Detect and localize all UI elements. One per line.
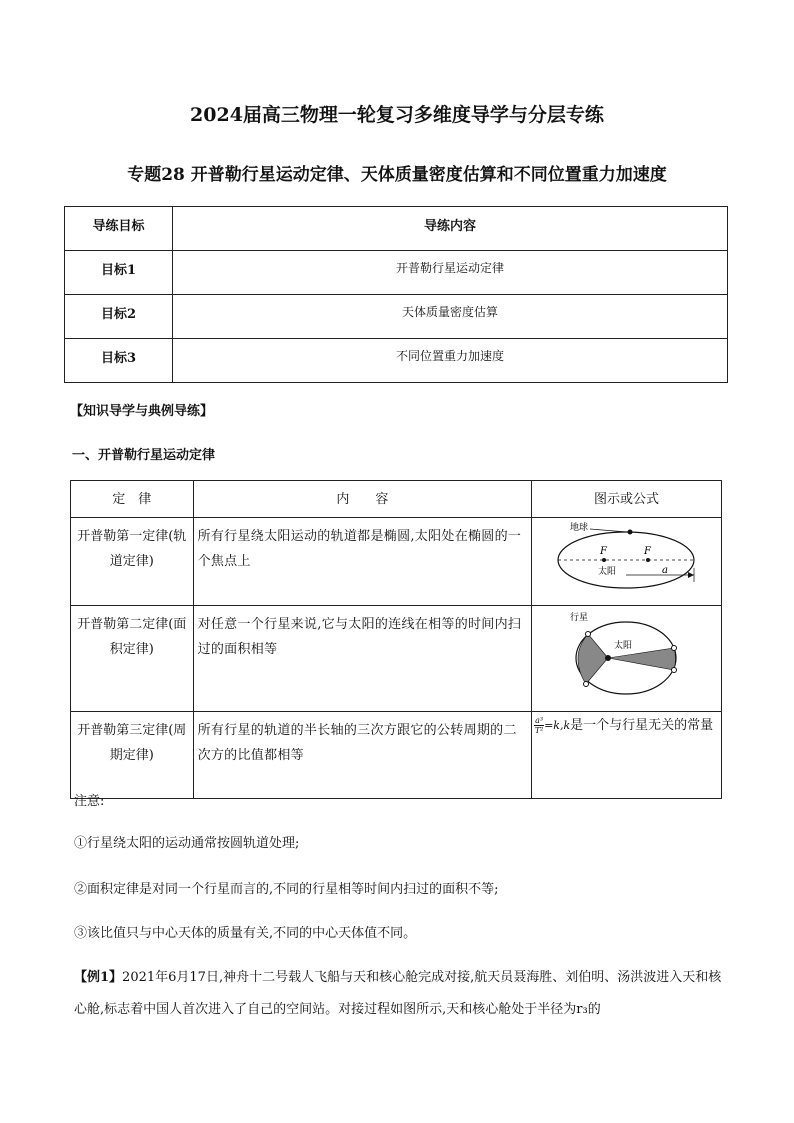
formula-equals: =k,k: [544, 719, 571, 732]
laws-header-row: [71, 481, 722, 518]
goal-content: 不同位置重力加速度: [173, 339, 728, 383]
law-content: 所有行星的轨道的半长轴的三次方跟它的公转周期的二次方的比值都相等: [193, 712, 532, 799]
planet-label: 行星: [570, 613, 589, 623]
ellipse-orbit-diagram: [534, 520, 714, 594]
goal-label: 目标1: [65, 251, 173, 295]
goal-label: 目标3: [65, 339, 173, 383]
goals-row: [65, 295, 728, 339]
formula-fraction: $\frac{\text{a³}}{\text{T²}}$: [534, 716, 544, 735]
laws-header-content: 内 容: [193, 481, 532, 518]
example-label: 【例1】: [74, 970, 123, 985]
laws-header-figure: 图示或公式: [532, 481, 722, 518]
law-row: [71, 712, 722, 799]
area-law-diagram: [534, 608, 714, 700]
goal-content: 开普勒行星运动定律: [173, 251, 728, 295]
earth-label: 地球: [570, 523, 589, 533]
goal-label: 目标2: [65, 295, 173, 339]
section-tag: 【知识导学与典例导练】: [70, 404, 214, 419]
goals-header-row: [65, 207, 728, 251]
sun-label: 太阳: [598, 567, 617, 577]
law-name: 开普勒第三定律(周期定律): [71, 712, 194, 799]
goals-header-content: 导练内容: [173, 207, 728, 251]
note-item: ②面积定律是对同一个行星而言的,不同的行星相等时间内扫过的面积不等;: [74, 882, 499, 897]
goals-header-goal: 导练目标: [65, 207, 173, 251]
law-content: 对任意一个行星来说,它与太阳的连线在相等的时间内扫过的面积相等: [193, 606, 532, 712]
law-formula: [532, 712, 722, 799]
law-name: 开普勒第一定律(轨道定律): [71, 518, 194, 606]
focus-label-left: F: [600, 546, 608, 557]
goal-content: 天体质量密度估算: [173, 295, 728, 339]
law-row: [71, 606, 722, 712]
document-subtitle: 专题28 开普勒行星运动定律、天体质量密度估算和不同位置重力加速度: [127, 165, 667, 185]
example-text: 2021年6月17日,神舟十二号载人飞船与天和核心舱完成对接,航天员聂海胜、刘伯明、汤洪波进入天和核心舱,标志着中国人首次进入了自己的空间站。对接过程如图所示,天和核心舱处于半径为r₃的: [74, 970, 722, 1017]
notes-title: 注意:: [74, 794, 105, 809]
note-item: ③该比值只与中心天体的质量有关,不同的中心天体值不同。: [74, 926, 417, 941]
semi-axis-label: a: [662, 565, 669, 576]
laws-header-law: 定 律: [71, 481, 194, 518]
example-paragraph: [74, 962, 724, 1026]
law-figure: [532, 606, 722, 712]
note-item: ①行星绕太阳的运动通常按圆轨道处理;: [74, 836, 300, 851]
focus-label-right: F: [644, 546, 652, 557]
formula-description: 是一个与行星无关的常量: [570, 718, 714, 733]
kepler-laws-table: [70, 480, 722, 799]
sun-label: 太阳: [614, 641, 633, 651]
law-row: [71, 518, 722, 606]
law-content: 所有行星绕太阳运动的轨道都是椭圆,太阳处在椭圆的一个焦点上: [193, 518, 532, 606]
law-figure: [532, 518, 722, 606]
section-heading: 一、开普勒行星运动定律: [72, 448, 216, 463]
goals-row: [65, 251, 728, 295]
document-title: 2024届高三物理一轮复习多维度导学与分层专练: [190, 104, 604, 126]
goals-row: [65, 339, 728, 383]
goals-table: [64, 206, 728, 383]
law-name: 开普勒第二定律(面积定律): [71, 606, 194, 712]
